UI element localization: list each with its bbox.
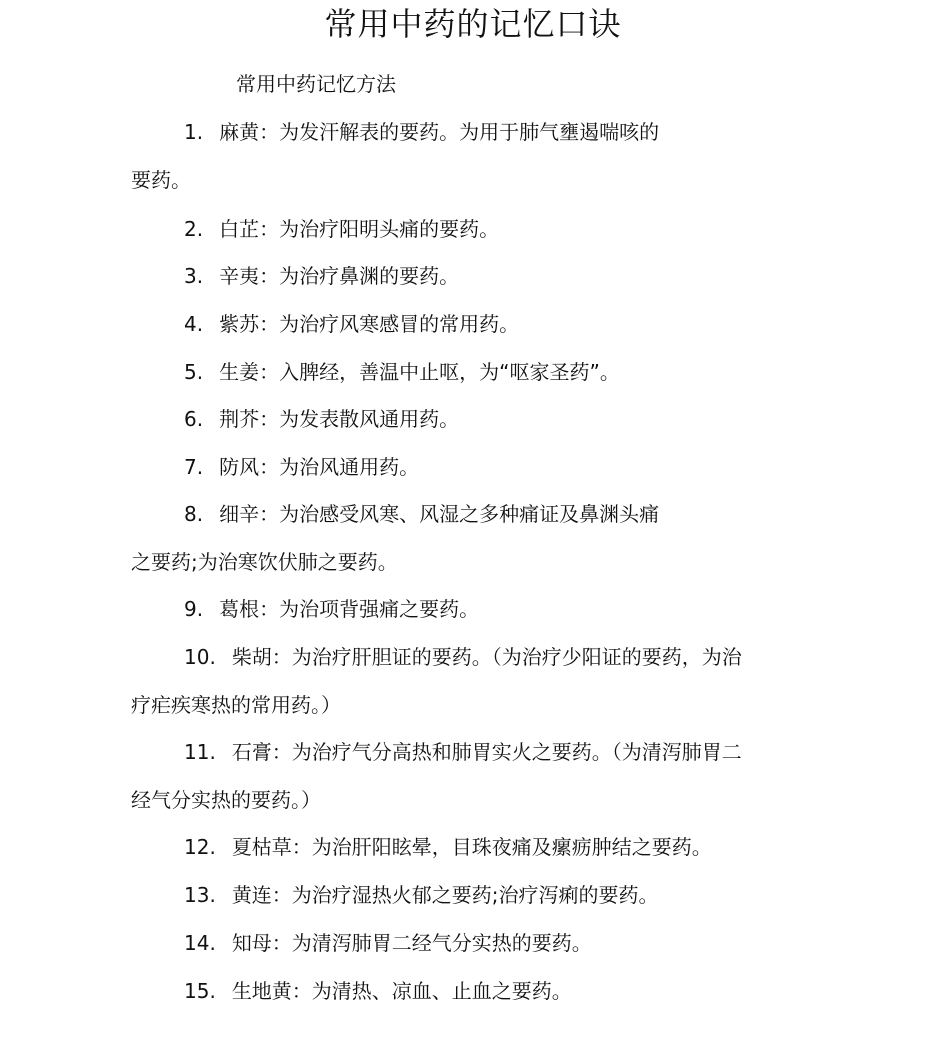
list-item <box>184 977 572 1005</box>
item-continuation: 疗疟疾寒热的常用药。） <box>131 693 341 717</box>
item-text: 细辛：为治感受风寒、风湿之多种痛证及鼻渊头痛 <box>219 502 660 526</box>
item-number: 8. <box>184 502 204 526</box>
item-number: 3. <box>184 264 204 288</box>
item-number: 15. <box>184 979 216 1003</box>
item-number: 14. <box>184 931 216 955</box>
list-item <box>184 929 592 957</box>
list-item <box>184 738 742 766</box>
item-number: 2. <box>184 217 204 241</box>
list-item <box>184 215 499 243</box>
item-text: 白芷：为治疗阳明头痛的要药。 <box>219 217 500 241</box>
item-text: 生地黄：为清热、凉血、止血之要药。 <box>231 979 572 1003</box>
list-item <box>184 358 620 386</box>
list-item <box>184 881 659 909</box>
item-text: 荆芥：为发表散风通用药。 <box>219 407 460 431</box>
item-number: 11. <box>184 740 216 764</box>
item-number: 9. <box>184 597 204 621</box>
page-subtitle: 常用中药记忆方法 <box>236 72 396 96</box>
item-number: 13. <box>184 883 216 907</box>
item-number: 5. <box>184 360 204 384</box>
item-text: 黄连：为治疗湿热火郁之要药;治疗泻痢的要药。 <box>231 883 659 907</box>
item-text: 辛夷：为治疗鼻渊的要药。 <box>219 264 460 288</box>
item-text: 麻黄：为发汗解表的要药。为用于肺气壅遏喘咳的 <box>219 120 660 144</box>
list-item <box>184 310 519 338</box>
item-number: 6. <box>184 407 204 431</box>
item-number: 12. <box>184 835 216 859</box>
item-text: 知母：为清泻肺胃二经气分实热的要药。 <box>231 931 592 955</box>
page-title: 常用中药的记忆口诀 <box>324 5 622 43</box>
item-text: 防风：为治风通用药。 <box>219 455 420 479</box>
item-text: 柴胡：为治疗肝胆证的要药。（为治疗少阳证的要药，为治 <box>231 645 742 669</box>
list-item <box>184 500 659 528</box>
item-text: 紫苏：为治疗风寒感冒的常用药。 <box>219 312 520 336</box>
list-item <box>184 262 459 290</box>
item-text: 葛根：为治项背强痛之要药。 <box>219 597 480 621</box>
list-item <box>184 833 712 861</box>
item-number: 1. <box>184 120 204 144</box>
list-item <box>184 595 479 623</box>
list-item <box>184 643 742 671</box>
item-text: 夏枯草：为治肝阳眩晕，目珠夜痛及瘰疬肿结之要药。 <box>231 835 712 859</box>
item-continuation: 经气分实热的要药。） <box>131 788 321 812</box>
list-item <box>184 405 459 433</box>
item-text: 石膏：为治疗气分高热和肺胃实火之要药。（为清泻肺胃二 <box>231 740 742 764</box>
item-continuation: 要药。 <box>131 168 191 192</box>
item-number: 7. <box>184 455 204 479</box>
item-number: 4. <box>184 312 204 336</box>
item-continuation: 之要药;为治寒饮伏肺之要药。 <box>131 550 398 574</box>
item-number: 10. <box>184 645 216 669</box>
list-item <box>184 453 419 481</box>
list-item <box>184 118 659 146</box>
item-text: 生姜：入脾经，善温中止呕，为“呕家圣药”。 <box>219 360 620 384</box>
